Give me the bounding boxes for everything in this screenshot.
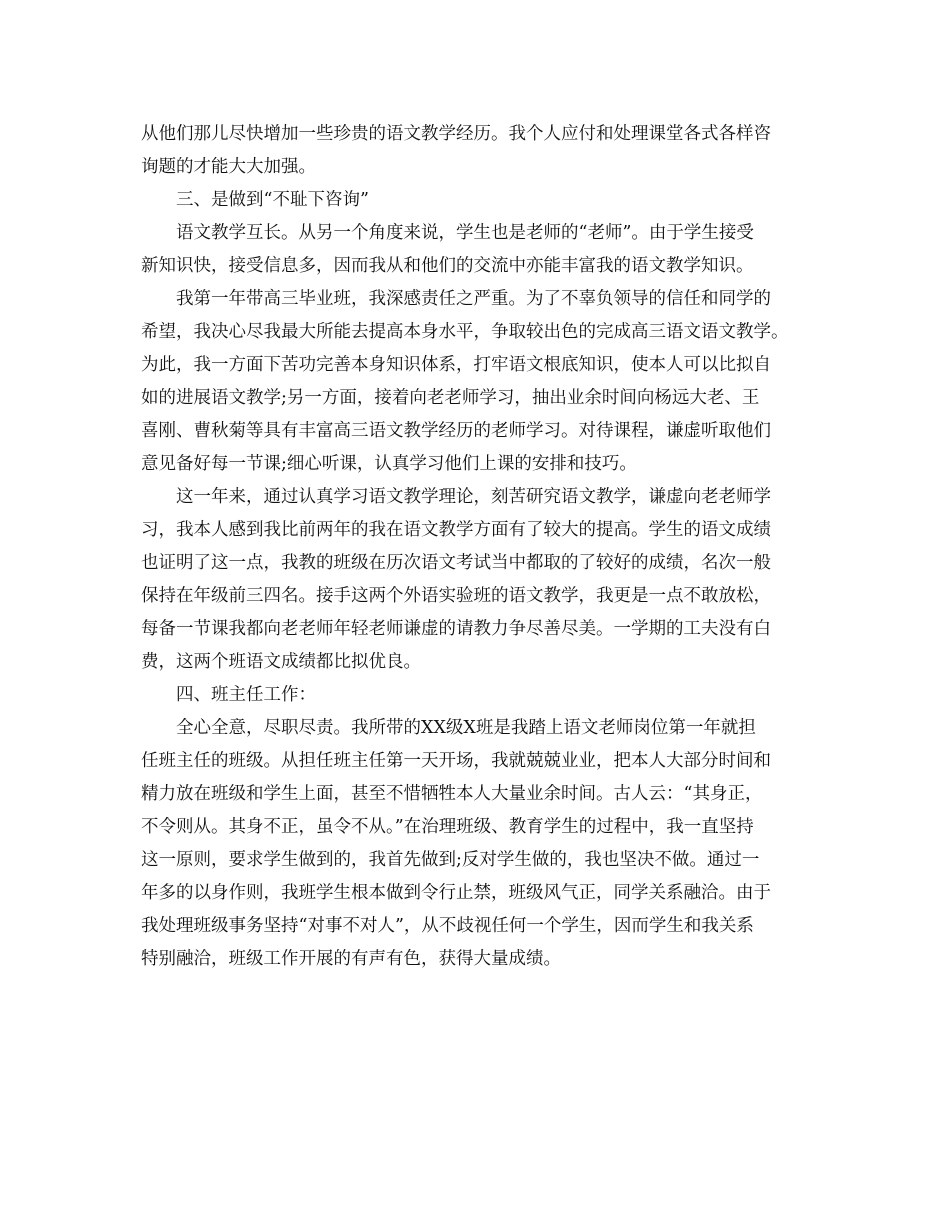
section-heading: 三、是做到“不耻下咨询” [176, 190, 369, 210]
text-line: 意见备好每一节课;细心听课，认真学习他们上课的安排和技巧。 [141, 454, 637, 474]
text-line: 喜刚、曹秋菊等具有丰富高三语文教学经历的老师学习。对待课程，谦虚听取他们 [141, 421, 771, 441]
text-line: 习，我本人感到我比前两年的我在语文教学方面有了较大的提高。学生的语文成绩 [141, 520, 771, 540]
text-line: 全心全意，尽职尽责。我所带的XX级X班是我踏上语文老师岗位第一年就担 [176, 718, 756, 738]
text-line: 也证明了这一点，我教的班级在历次语文考试当中都取的了较好的成绩，名次一般 [141, 553, 771, 573]
text-line: 精力放在班级和学生上面，甚至不惜牺牲本人大量业余时间。古人云：“其身正， [141, 784, 763, 804]
text-line: 我第一年带高三毕业班，我深感责任之严重。为了不辜负领导的信任和同学的 [176, 289, 771, 309]
text-line: 特别融洽，班级工作开展的有声有色，获得大量成绩。 [141, 949, 561, 969]
text-line: 希望，我决心尽我最大所能去提高本身水平，争取较出色的完成高三语文语文教学。 [141, 322, 789, 342]
text-line: 费，这两个班语文成绩都比拟优良。 [141, 652, 421, 672]
text-line: 这一原则，要求学生做到的，我首先做到;反对学生做的，我也坚决不做。通过一 [141, 850, 760, 870]
text-line: 这一年来，通过认真学习语文教学理论，刻苦研究语文教学，谦虚向老老师学 [176, 487, 771, 507]
document-body [141, 118, 821, 976]
text-line: 为此，我一方面下苦功完善本身知识体系，打牢语文根底知识，使本人可以比拟自 [141, 355, 771, 375]
text-line: 任班主任的班级。从担任班主任第一天开场，我就兢兢业业，把本人大部分时间和 [141, 751, 771, 771]
text-line: 不令则从。其身不正，虽令不从。”在治理班级、教育学生的过程中，我一直坚持 [141, 817, 754, 837]
text-line: 从他们那儿尽快增加一些珍贵的语文教学经历。我个人应付和处理课堂各式各样咨 [141, 124, 771, 144]
text-line: 每备一节课我都向老老师年轻老师谦虚的请教力争尽善尽美。一学期的工夫没有白 [141, 619, 771, 639]
text-line: 如的进展语文教学;另一方面，接着向老老师学习，抽出业余时间向杨远大老、王 [141, 388, 760, 408]
text-line: 我处理班级事务坚持“对事不对人”，从不歧视任何一个学生，因而学生和我关系 [141, 916, 754, 936]
text-line: 语文教学互长。从另一个角度来说，学生也是老师的“老师”。由于学生接受 [176, 223, 754, 243]
text-line: 年多的以身作则，我班学生根本做到令行止禁，班级风气正，同学关系融洽。由于 [141, 883, 771, 903]
text-line: 保持在年级前三四名。接手这两个外语实验班的语文教学，我更是一点不敢放松， [141, 586, 771, 606]
text-line: 新知识快，接受信息多，因而我从和他们的交流中亦能丰富我的语文教学知识。 [141, 256, 754, 276]
text-line: 询题的才能大大加强。 [141, 157, 316, 177]
section-heading: 四、班主任工作： [176, 685, 316, 705]
